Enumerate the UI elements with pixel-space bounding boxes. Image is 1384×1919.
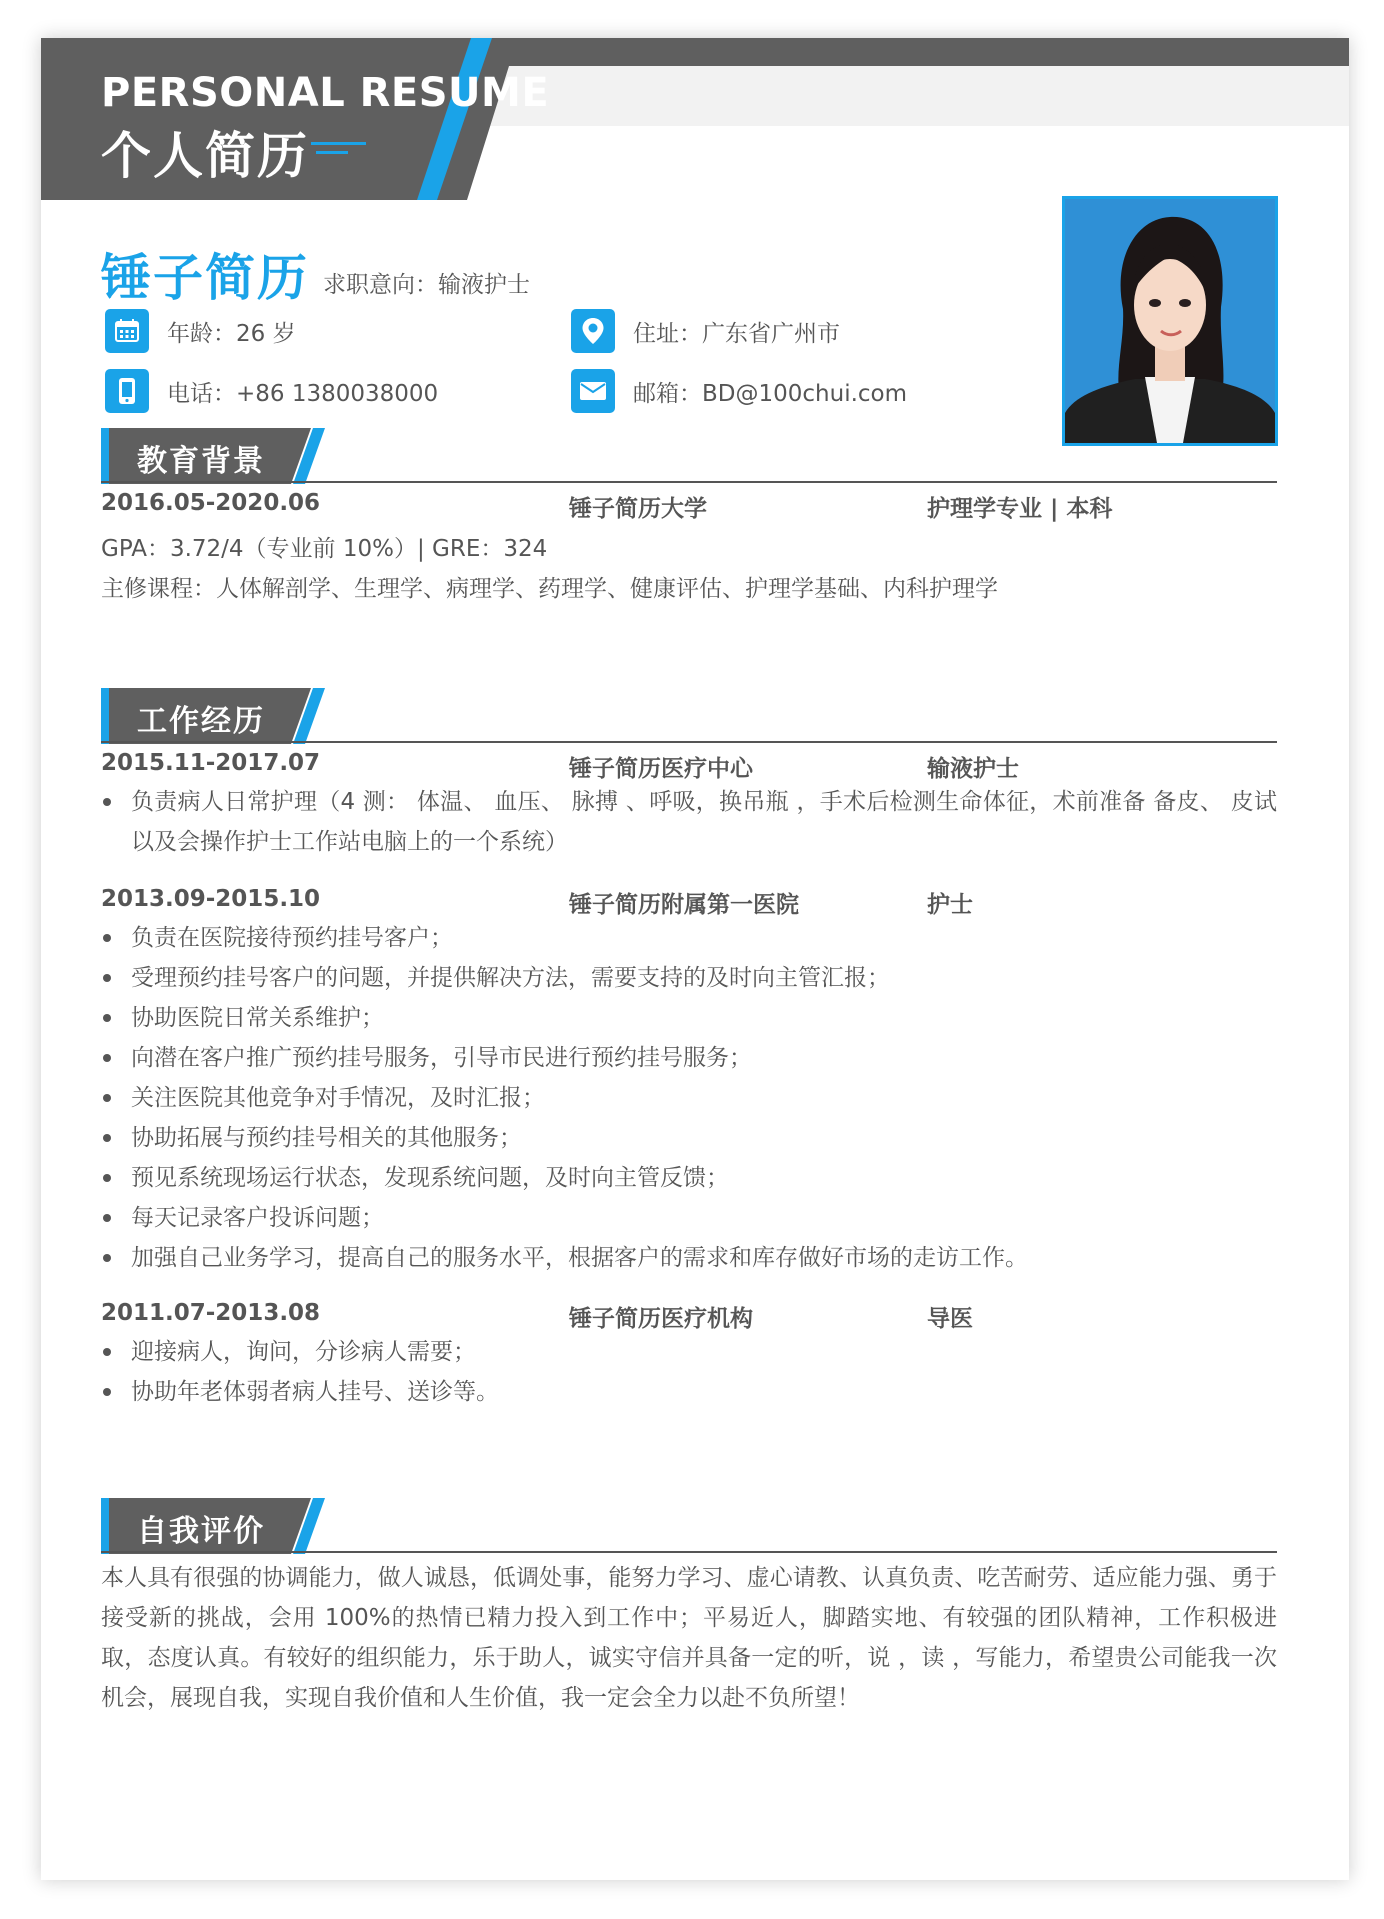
portrait-illustration	[1065, 199, 1275, 443]
job-duties	[101, 1332, 1277, 1412]
list-item: 负责病人日常护理（4 测： 体温、 血压、 脉搏 、呼吸，换吊瓶 ，手术后检测生命体征，术前准备 备皮、 皮试以及会操作护士工作站电脑上的一个系统）	[101, 782, 1277, 862]
section-education-title: 教育背景	[137, 444, 265, 479]
section-divider	[101, 1551, 1277, 1553]
section-divider	[101, 741, 1277, 743]
education-school: 锤子简历大学	[569, 496, 707, 522]
candidate-name: 锤子简历	[101, 249, 309, 307]
list-item: 预见系统现场运行状态，发现系统问题，及时向主管反馈；	[101, 1158, 1277, 1198]
job-row	[101, 750, 1277, 784]
list-item: 负责在医院接待预约挂号客户；	[101, 918, 1277, 958]
info-age	[105, 308, 296, 354]
education-courses: 主修课程：人体解剖学、生理学、病理学、药理学、健康评估、护理学基础、内科护理学	[101, 576, 998, 602]
list-item: 协助年老体弱者病人挂号、送诊等。	[101, 1372, 1277, 1412]
education-gpa: GPA：3.72/4（专业前 10%）| GRE：324	[101, 536, 548, 562]
resume-page	[41, 38, 1349, 1880]
phone-value: +86 1380038000	[236, 380, 439, 407]
job-role: 输液护士	[927, 756, 1019, 782]
job-role: 导医	[927, 1306, 973, 1332]
job-intent	[323, 266, 530, 299]
job-role: 护士	[927, 892, 973, 918]
job-company: 锤子简历医疗中心	[569, 756, 753, 782]
list-item: 关注医院其他竞争对手情况，及时汇报；	[101, 1078, 1277, 1118]
header-banner	[41, 38, 1349, 200]
phone-label: 电话：	[167, 380, 236, 407]
job-duties	[101, 782, 1277, 862]
info-address	[571, 308, 840, 354]
email-label: 邮箱：	[633, 380, 702, 407]
profile-photo	[1062, 196, 1278, 446]
section-self-eval-title: 自我评价	[137, 1514, 265, 1549]
job-period: 2015.11-2017.07	[101, 750, 321, 776]
list-item: 协助拓展与预约挂号相关的其他服务；	[101, 1118, 1277, 1158]
mail-icon	[571, 369, 615, 413]
job-intent-value: 输液护士	[438, 272, 530, 298]
list-item: 迎接病人，询问，分诊病人需要；	[101, 1332, 1277, 1372]
job-period: 2011.07-2013.08	[101, 1300, 321, 1326]
age-value: 26 岁	[236, 320, 296, 347]
location-pin-icon	[571, 309, 615, 353]
section-education-header	[101, 428, 1277, 484]
education-period: 2016.05-2020.06	[101, 490, 321, 516]
section-work-title: 工作经历	[137, 704, 265, 739]
list-item: 每天记录客户投诉问题；	[101, 1198, 1277, 1238]
education-major: 护理学专业 | 本科	[927, 496, 1113, 522]
job-row	[101, 886, 1277, 920]
job-intent-label: 求职意向：	[323, 272, 438, 298]
list-item: 加强自己业务学习，提高自己的服务水平，根据客户的需求和库存做好市场的走访工作。	[101, 1238, 1277, 1278]
email-value: BD@100chui.com	[702, 380, 908, 407]
address-label: 住址：	[633, 320, 702, 347]
section-divider	[101, 481, 1277, 483]
banner-accent-line	[316, 151, 348, 154]
job-duties	[101, 918, 1277, 1278]
job-company: 锤子简历医疗机构	[569, 1306, 753, 1332]
calendar-icon	[105, 309, 149, 353]
self-eval-text: 本人具有很强的协调能力，做人诚恳，低调处事，能努力学习、虚心请教、认真负责、吃苦耐劳、适应能力强、勇于接受新的挑战，会用 100%的热情已精力投入到工作中；平易近人，脚踏实地、有较强的团队精神，工作积极进取，态度认真。有较好的组织能力，乐于助人，诚实守信并具备一定的听，说 ，读 ，写能力，希望贵公司能我一次机会，展现自我，实现自我价值和人生价值，我一定会全力以赴不负所望！	[101, 1565, 1277, 1711]
job-row	[101, 1300, 1277, 1334]
info-phone	[105, 368, 438, 414]
age-label: 年龄：	[167, 320, 236, 347]
banner-title-cn: 个人简历	[101, 127, 309, 185]
list-item: 向潜在客户推广预约挂号服务，引导市民进行预约挂号服务；	[101, 1038, 1277, 1078]
info-email	[571, 368, 907, 414]
education-row	[101, 490, 1277, 524]
job-period: 2013.09-2015.10	[101, 886, 321, 912]
section-work-header	[101, 688, 1277, 744]
address-value: 广东省广州市	[702, 320, 840, 347]
section-self-eval-header	[101, 1498, 1277, 1554]
phone-icon	[105, 369, 149, 413]
banner-accent-line	[311, 142, 366, 145]
job-company: 锤子简历附属第一医院	[569, 892, 799, 918]
banner-title-en: PERSONAL RESUME	[101, 70, 550, 116]
list-item: 受理预约挂号客户的问题，并提供解决方法，需要支持的及时向主管汇报；	[101, 958, 1277, 998]
list-item: 协助医院日常关系维护；	[101, 998, 1277, 1038]
